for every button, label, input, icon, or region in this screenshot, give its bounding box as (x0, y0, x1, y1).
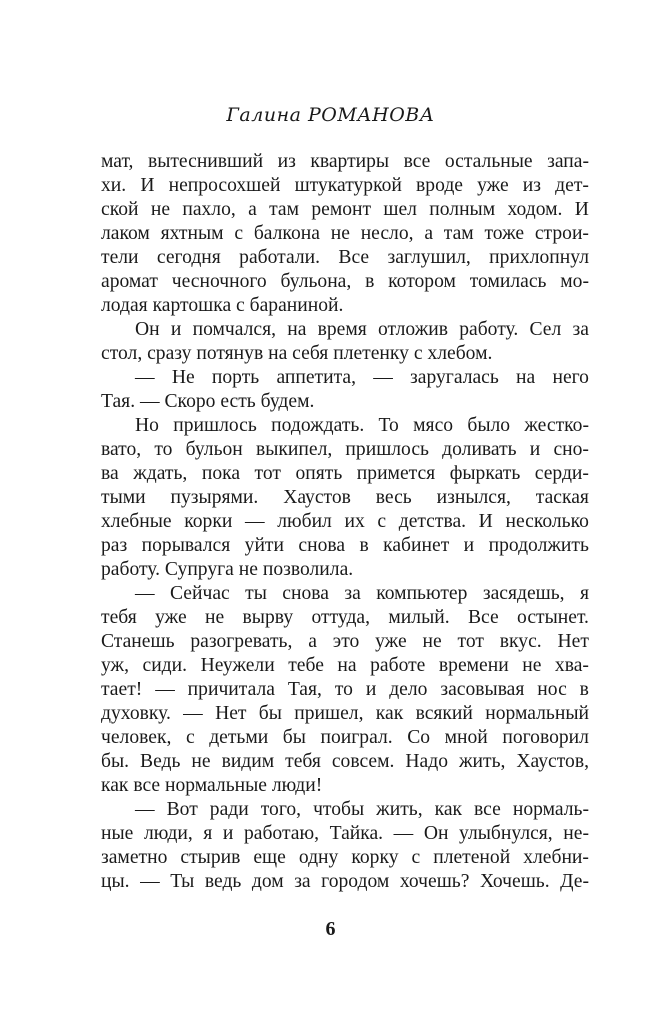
text-line: духовку. — Нет бы пришел, как всякий нормальный (101, 703, 589, 724)
text-line: лодая картошка с бараниной. (101, 295, 344, 316)
text-line: тыми пузырями. Хаустов весь изнылся, таская (101, 487, 589, 508)
text-line: Тая. — Скоро есть будем. (101, 391, 315, 412)
text-line: вато, то бульон выкипел, пришлось доливать и сно- (101, 439, 589, 460)
text-line: цы. — Ты ведь дом за городом хочешь? Хочешь. Де- (101, 871, 589, 892)
text-line: работу. Супруга не позволила. (101, 559, 354, 580)
text-line: тебя уже не вырву оттуда, милый. Все остынет. (101, 607, 589, 628)
text-line: аромат чесночного бульона, в котором томилась мо- (101, 271, 589, 292)
text-line: — Вот ради того, чтобы жить, как все нормаль- (135, 799, 589, 820)
text-line: ва ждать, пока тот опять примется фыркать серди- (101, 463, 589, 484)
text-line: ской не пахло, а там ремонт шел полным ходом. И (101, 199, 589, 220)
text-line: заметно стырив еще одну корку с плетеной хлебни- (101, 847, 589, 868)
text-line: бы. Ведь не видим тебя совсем. Надо жить, Хаустов, (101, 751, 589, 772)
text-line: — Не порть аппетита, — заругалась на него (135, 367, 589, 388)
text-line: мат, вытеснивший из квартиры все остальные запа- (101, 151, 589, 172)
text-line: Станешь разогревать, а это уже не тот вкус. Нет (101, 631, 589, 652)
text-line: — Сейчас ты снова за компьютер засядешь, я (135, 583, 589, 604)
text-line: хлебные корки — любил их с детства. И несколько (101, 511, 589, 532)
page-number: 6 (325, 918, 336, 940)
text-line: раз порывался уйти снова в кабинет и продолжить (101, 535, 589, 556)
text-line: тели сегодня работали. Все заглушил, прихлопнул (101, 247, 589, 268)
text-line: человек, с детьми бы поиграл. Со мной поговорил (101, 727, 589, 748)
text-line: тает! — причитала Тая, то и дело засовывая нос в (101, 679, 589, 700)
running-head: Галина РОМАНОВА (226, 104, 435, 126)
body-text (101, 150, 589, 894)
text-line: Он и помчался, на время отложив работу. Сел за (135, 319, 589, 340)
text-line: хи. И непросохшей штукатуркой вроде уже из дет- (101, 175, 589, 196)
text-line: уж, сиди. Неужели тебе на работе времени не хва- (101, 655, 589, 676)
text-line: ные люди, я и работаю, Тайка. — Он улыбнулся, не- (101, 823, 589, 844)
text-line: как все нормальные люди! (101, 775, 323, 796)
text-line: лаком яхтным с балкона не несло, а там тоже строи- (101, 223, 589, 244)
text-line: стол, сразу потянув на себя плетенку с хлебом. (101, 343, 493, 364)
text-line: Но пришлось подождать. То мясо было жестко- (135, 415, 589, 436)
